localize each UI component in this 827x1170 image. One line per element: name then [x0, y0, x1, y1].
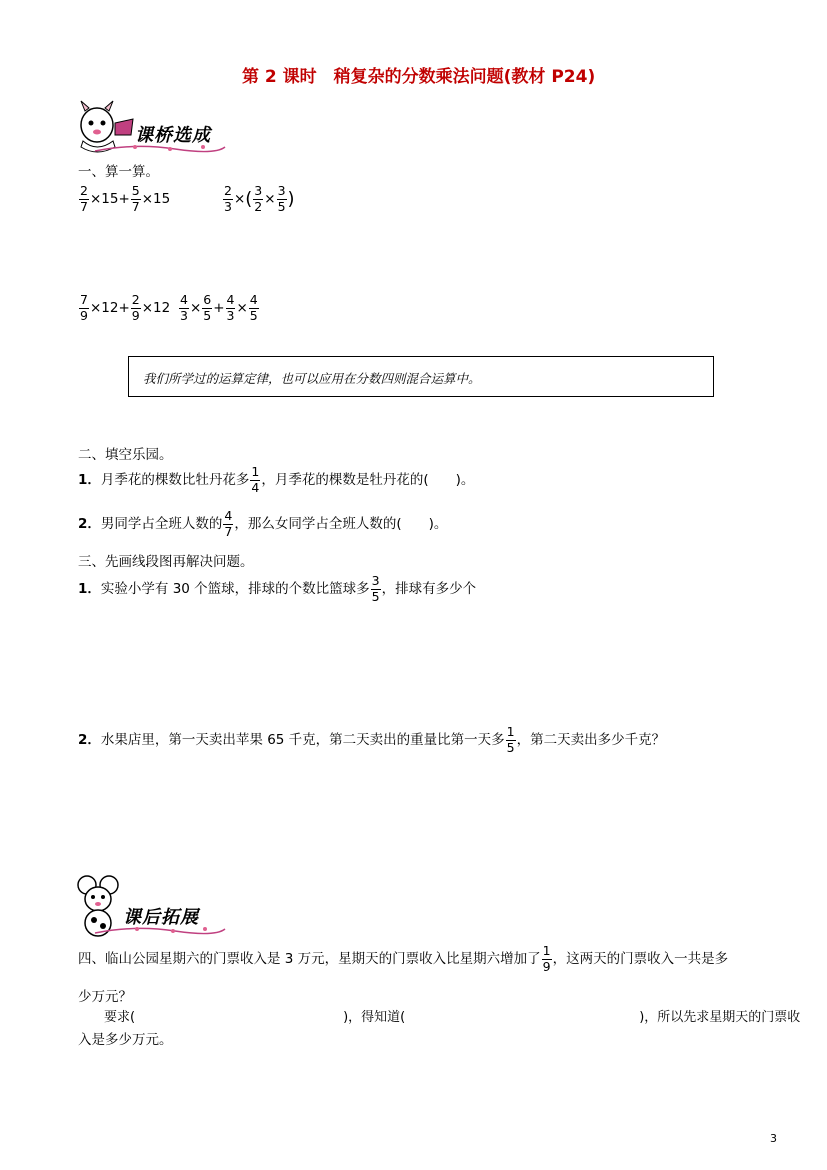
fraction: $\frac{2}{7}$	[80, 183, 88, 214]
fill-question-2: 2．男同学占全班人数的 $\frac{4}{7}$ ，那么女同学占全班人数的( )。	[78, 508, 448, 539]
extension-line-3: 要求( )，得知道( )，所以先求星期天的门票收	[78, 1010, 801, 1025]
fraction: $\frac{1}{5}$	[506, 724, 515, 755]
extension-question: 四、临山公园星期六的门票收入是 3 万元，星期天的门票收入比星期六增加了 $\frac{1}{9}$ ，这两天的门票收入一共是多	[78, 943, 729, 974]
fraction: $\frac{3}{5}$	[277, 183, 286, 214]
expression-1: $\frac{2}{7}$ ×15+ $\frac{5}{7}$ ×15	[80, 183, 171, 214]
banner-label: 课后拓展	[123, 907, 199, 928]
section-heading-draw: 三、先画线段图再解决问题。	[78, 554, 254, 570]
page-number: 3	[770, 1132, 777, 1145]
draw-question-2: 2．水果店里，第一天卖出苹果 65 千克，第二天卖出的重量比第一天多 $\frac{1}{5}$ ，第二天卖出多少千克？	[78, 724, 666, 755]
expression-3: $\frac{7}{9}$ ×12+ $\frac{2}{9}$ ×12	[80, 292, 171, 323]
fraction: $\frac{2}{9}$	[131, 292, 140, 323]
fill-question-1: 1．月季花的棵数比牡丹花多 $\frac{1}{4}$ ，月季花的棵数是牡丹花的( )。	[78, 464, 475, 495]
fraction: $\frac{4}{5}$	[249, 292, 258, 323]
section-heading-fill: 二、填空乐园。	[78, 447, 173, 463]
tip-text: 我们所学过的运算定律，也可以应用在分数四则混合运算中。	[143, 371, 481, 386]
fraction: $\frac{4}{3}$	[226, 292, 235, 323]
fraction: $\frac{4}{7}$	[224, 508, 233, 539]
extension-line-2: 少万元？	[78, 989, 132, 1005]
fraction: $\frac{3}{5}$	[371, 573, 380, 604]
extension-line-4: 入是多少万元。	[78, 1032, 173, 1048]
fraction: $\frac{6}{5}$	[203, 292, 212, 323]
draw-question-1: 1．实验小学有 30 个篮球，排球的个数比篮球多 $\frac{3}{5}$ ，排球有多少个	[78, 573, 477, 604]
fraction: $\frac{7}{9}$	[80, 292, 88, 323]
fraction: $\frac{1}{4}$	[251, 464, 260, 495]
fraction: $\frac{4}{3}$	[180, 292, 188, 323]
fraction: $\frac{2}{3}$	[224, 183, 232, 214]
expression-4: $\frac{4}{3}$ × $\frac{6}{5}$ + $\frac{4}{3}$ × $\frac{4}{5}$	[180, 292, 258, 323]
fraction: $\frac{3}{2}$	[254, 183, 263, 214]
banner-label: 课桥选成	[135, 125, 211, 146]
page-title: 第 2 课时 稍复杂的分数乘法问题(教材 P24)	[242, 67, 596, 87]
section-banner-after-class	[75, 873, 235, 939]
section-banner-before-class	[75, 95, 235, 157]
expression-2: $\frac{2}{3}$ ×( $\frac{3}{2}$ × $\frac{3}{5}$ )	[224, 183, 295, 214]
fraction: $\frac{1}{9}$	[542, 943, 551, 974]
section-heading-calc: 一、算一算。	[78, 164, 159, 180]
fraction: $\frac{5}{7}$	[131, 183, 140, 214]
tip-box	[128, 356, 714, 397]
